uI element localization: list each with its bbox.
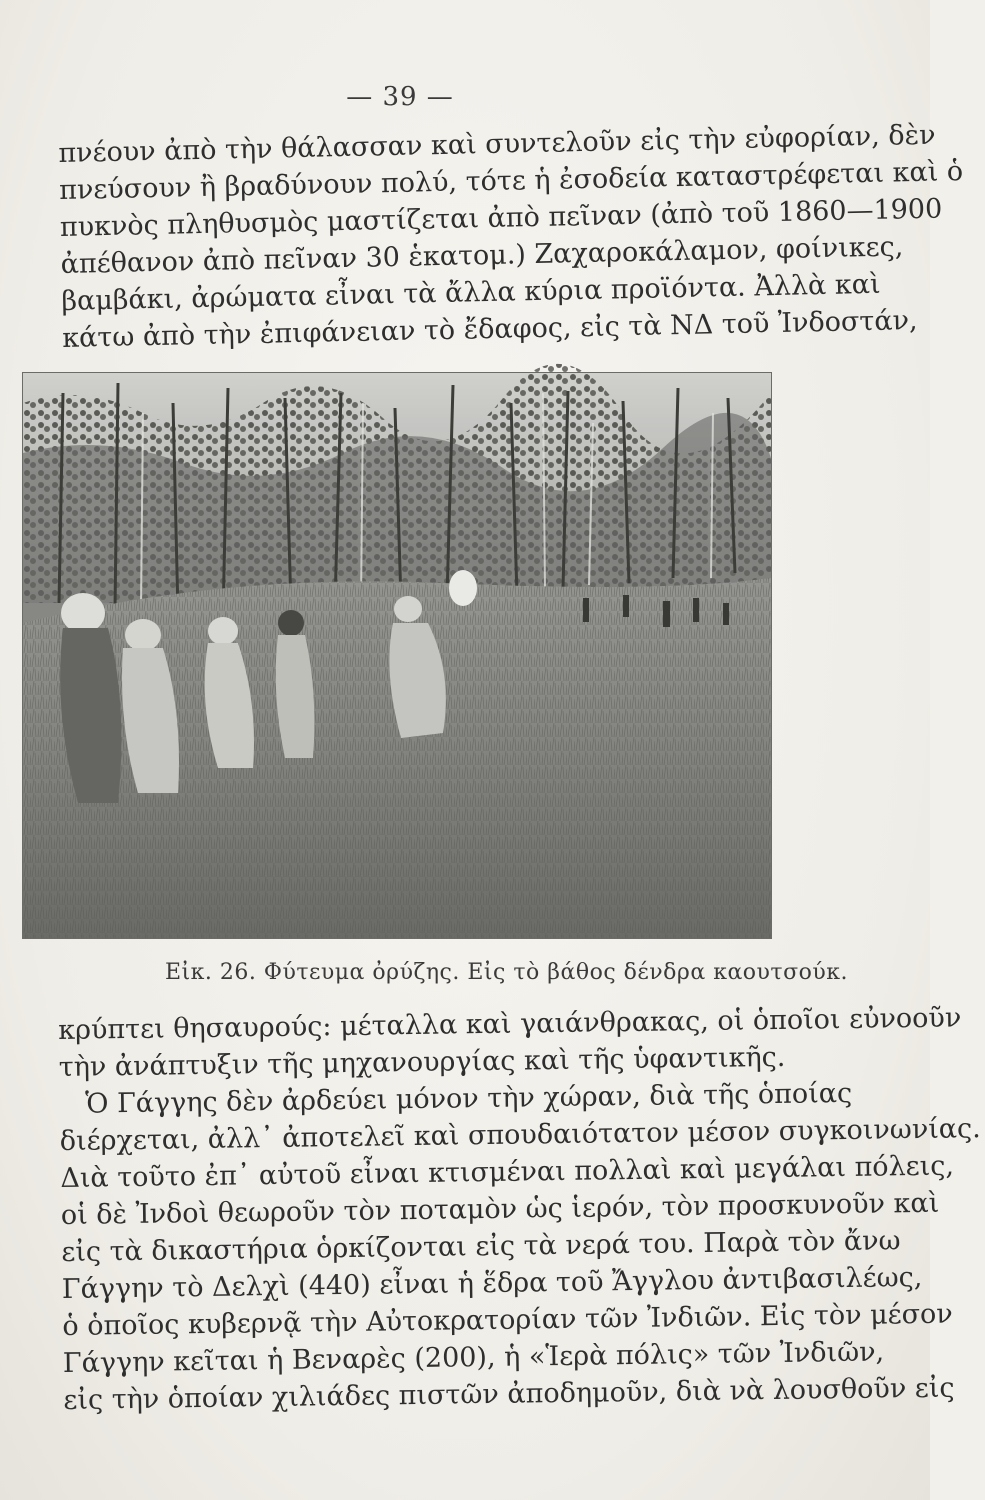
text-line: κάτω ἀπὸ τὴν ἐπιφάνειαν τὸ ἔδαφος, εἰς τὰ ΝΔ τοῦ Ἰνδοστάν, — [61, 305, 918, 354]
text-line: βαμβάκι, ἀρώματα εἶναι τὰ ἄλλα κύρια προϊόντα. Ἀλλὰ καὶ — [61, 268, 881, 317]
text-line: ὁ ὁποῖος κυβερνᾷ τὴν Αὐτοκρατορίαν τῶν Ἰνδιῶν. Εἰς τὸν μέσον — [62, 1298, 953, 1342]
page-number: — 39 — — [346, 82, 454, 112]
text-line: πνεύσουν ἢ βραδύνουν πολύ, τότε ἡ ἐσοδεία καταστρέφεται καὶ ὁ — [58, 156, 964, 206]
text-line: τὴν ἀνάπτυξιν τῆς μηχανουργίας καὶ τῆς ὑφαντικῆς. — [58, 1041, 786, 1083]
text-line: εἰς τὰ δικαστήρια ὁρκίζονται εἰς τὰ νερά του. Παρὰ τὸν ἄνω — [61, 1225, 901, 1268]
text-line: πνέουν ἀπὸ τὴν θάλασσαν καὶ συντελοῦν εἰς τὴν εὐφορίαν, δὲν — [58, 119, 936, 169]
text-line: Ὁ Γάγγης δὲν ἀρδεύει μόνον τὴν χώραν, διὰ τῆς ὁποίας — [85, 1077, 853, 1120]
text-line: Γάγγην κεῖται ἡ Βεναρὲς (200), ἡ «Ἱερὰ πόλις» τῶν Ἰνδιῶν, — [62, 1336, 885, 1379]
text-line: Διὰ τοῦτο ἐπ᾽ αὐτοῦ εἶναι κτισμέναι πολλαὶ καὶ μεγάλαι πόλεις, — [60, 1150, 955, 1194]
photo-illustration — [23, 373, 771, 938]
text-line: οἱ δὲ Ἰνδοὶ θεωροῦν τὸν ποταμὸν ὡς ἱερόν, τὸν προσκυνοῦν καὶ — [60, 1187, 940, 1231]
rice-planting-photo — [22, 372, 772, 939]
text-line: Γάγγην τὸ Δελχὶ (440) εἶναι ἡ ἕδρα τοῦ Ἄγγλου ἀντιβασιλέως, — [61, 1261, 923, 1305]
top-paragraph — [58, 119, 964, 357]
text-line: κρύπτει θησαυρούς: μέταλλα καὶ γαιάνθρακας, οἱ ὁποῖοι εὐνοοῦν — [58, 1002, 962, 1046]
text-line: πυκνὸς πληθυσμὸς μαστίζεται ἀπὸ πεῖναν (ἀπὸ τοῦ 1860—1900 — [59, 193, 943, 243]
bottom-paragraph — [58, 1002, 981, 1419]
text-line: εἰς τὴν ὁποίαν χιλιάδες πιστῶν ἀποδημοῦν, διὰ νὰ λουσθοῦν εἰς — [63, 1372, 955, 1416]
figure-caption: Εἰκ. 26. Φύτευμα ὀρύζης. Εἰς τὸ βάθος δένδρα καουτσούκ. — [165, 960, 848, 985]
text-line: ἀπέθανον ἀπὸ πεῖναν 30 ἑκατομ.) Ζαχαροκάλαμον, φοίνικες, — [60, 231, 904, 280]
text-line: διέρχεται, ἀλλ᾽ ἀποτελεῖ καὶ σπουδαιότατον μέσον συγκοινωνίας. — [59, 1113, 981, 1157]
